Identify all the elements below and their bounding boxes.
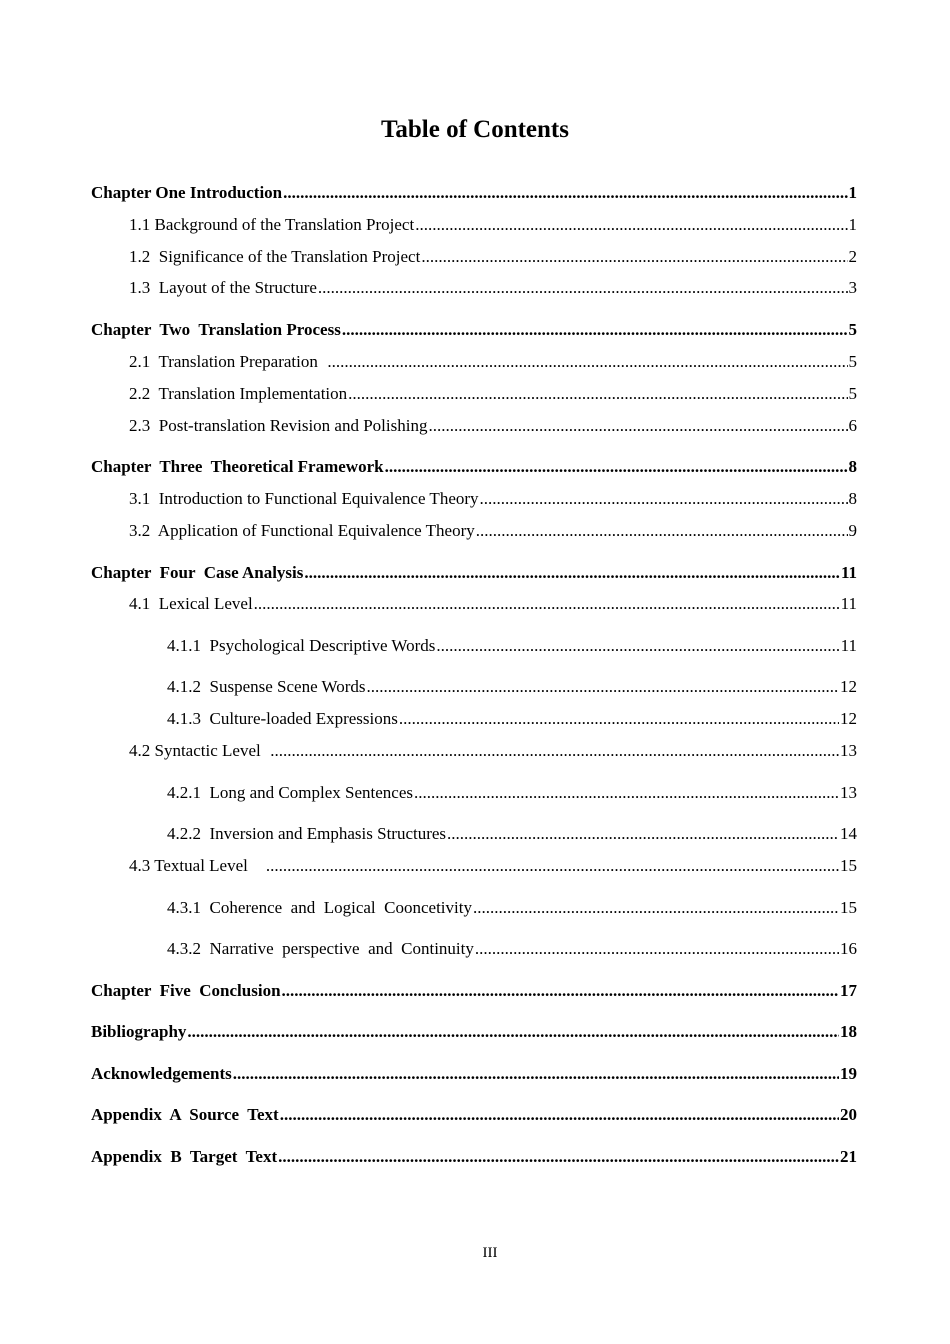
leader-dots: [278, 1146, 839, 1168]
toc-entry-4-1-1[interactable]: [167, 635, 857, 657]
leader-dots: [385, 456, 848, 478]
leader-dots: [270, 740, 839, 762]
toc-entry-4-2[interactable]: [129, 740, 857, 762]
toc-entry-page: 8: [848, 457, 857, 476]
toc-entry-label: Bibliography: [91, 1022, 187, 1041]
toc-entry-label: 4.3.1 Coherence and Logical Cooncetivity: [167, 898, 472, 917]
leader-dots: [475, 938, 839, 960]
toc-entry-page: 13: [840, 741, 857, 760]
toc-entry-acknowledgements[interactable]: [91, 1063, 857, 1085]
leader-dots: [327, 351, 847, 373]
toc-entry-label: 4.2.2 Inversion and Emphasis Structures: [167, 824, 447, 843]
toc-entry-page: 16: [840, 939, 857, 958]
toc-entry-appendix-b[interactable]: [91, 1146, 857, 1168]
toc-entry-page: 5: [848, 384, 857, 403]
toc-entry-page: 12: [840, 677, 857, 696]
toc-entry-4-3[interactable]: [129, 855, 857, 877]
toc-entry-page: 3: [848, 278, 857, 297]
page-number: III: [482, 1245, 498, 1261]
leader-dots: [282, 980, 839, 1002]
toc-entry-label: 4.2.1 Long and Complex Sentences: [167, 783, 413, 802]
toc-entry-page: 15: [840, 856, 857, 875]
toc-entry-label: Chapter One Introduction: [91, 183, 283, 202]
toc-entry-3-1[interactable]: [129, 488, 857, 510]
toc-entry-page: 18: [840, 1022, 857, 1041]
toc-entry-4-3-2[interactable]: [167, 938, 857, 960]
leader-dots: [254, 593, 840, 615]
leader-dots: [399, 708, 839, 730]
toc-entry-label: Appendix B Target Text: [91, 1147, 278, 1166]
toc-entry-page: 20: [840, 1105, 857, 1124]
toc-entry-chapter-five[interactable]: [91, 980, 857, 1002]
toc-entry-1-2[interactable]: [129, 246, 857, 268]
toc-entry-page: 1: [848, 183, 857, 202]
leader-dots: [187, 1021, 839, 1043]
toc-entry-appendix-a[interactable]: [91, 1104, 857, 1126]
leader-dots: [233, 1063, 839, 1085]
toc-entry-page: 1: [848, 215, 857, 234]
toc-entry-page: 2: [848, 247, 857, 266]
toc-entry-page: 5: [848, 320, 857, 339]
toc-entry-label: 3.1 Introduction to Functional Equivalence Theory: [129, 489, 479, 508]
leader-dots: [318, 277, 848, 299]
toc-entry-page: 9: [848, 521, 857, 540]
toc-entry-label: Chapter Five Conclusion: [91, 981, 281, 1000]
toc-entry-page: 8: [848, 489, 857, 508]
leader-dots: [266, 855, 839, 877]
toc-entry-4-1[interactable]: [129, 593, 857, 615]
leader-dots: [283, 182, 847, 204]
toc-entry-page: 12: [840, 709, 857, 728]
leader-dots: [280, 1104, 839, 1126]
leader-dots: [447, 823, 839, 845]
toc-entry-page: 11: [840, 563, 857, 582]
toc-entry-label: 3.2 Application of Functional Equivalence Theory: [129, 521, 475, 540]
toc-entry-label: 4.1.3 Culture-loaded Expressions: [167, 709, 398, 728]
toc-entry-label: Chapter Four Case Analysis: [91, 563, 304, 582]
toc-entry-label: 2.1 Translation Preparation: [129, 352, 327, 371]
toc-entry-page: 5: [848, 352, 857, 371]
leader-dots: [428, 415, 847, 437]
toc-entry-label: 1.3 Layout of the Structure: [129, 278, 317, 297]
toc-entry-label: Chapter Three Theoretical Framework: [91, 457, 384, 476]
toc-entry-4-2-2[interactable]: [167, 823, 857, 845]
toc-entry-label: 4.3 Textual Level: [129, 856, 265, 875]
leader-dots: [480, 488, 848, 510]
toc-entry-chapter-two[interactable]: [91, 319, 857, 341]
toc-entry-page: 14: [840, 824, 857, 843]
toc-entry-page: 17: [840, 981, 857, 1000]
toc-entry-label: 1.2 Significance of the Translation Project: [129, 247, 421, 266]
toc-entry-chapter-three[interactable]: [91, 456, 857, 478]
toc-entry-chapter-four[interactable]: [91, 562, 857, 584]
toc-entry-2-2[interactable]: [129, 383, 857, 405]
toc-entry-label: Chapter Two Translation Process: [91, 320, 341, 339]
leader-dots: [304, 562, 840, 584]
leader-dots: [421, 246, 847, 268]
leader-dots: [367, 676, 839, 698]
leader-dots: [473, 897, 839, 919]
toc-entry-label: 1.1 Background of the Translation Project: [129, 215, 415, 234]
leader-dots: [348, 383, 847, 405]
toc-entry-3-2[interactable]: [129, 520, 857, 542]
toc-entry-page: 6: [848, 416, 857, 435]
toc-entry-label: 4.2 Syntactic Level: [129, 741, 270, 760]
toc-entry-2-3[interactable]: [129, 415, 857, 437]
toc-entry-4-1-3[interactable]: [167, 708, 857, 730]
toc-title: Table of Contents: [381, 116, 569, 143]
toc-entry-label: 4.1 Lexical Level: [129, 594, 253, 613]
toc-entry-label: 2.3 Post-translation Revision and Polishing: [129, 416, 428, 435]
toc-entry-2-1[interactable]: [129, 351, 857, 373]
toc-entry-1-3[interactable]: [129, 277, 857, 299]
toc-entry-4-2-1[interactable]: [167, 782, 857, 804]
toc-entry-page: 15: [840, 898, 857, 917]
toc-entry-bibliography[interactable]: [91, 1021, 857, 1043]
toc-entry-label: 4.1.1 Psychological Descriptive Words: [167, 636, 436, 655]
leader-dots: [414, 782, 839, 804]
leader-dots: [415, 214, 847, 236]
toc-entry-page: 13: [840, 783, 857, 802]
toc-entry-1-1[interactable]: [129, 214, 857, 236]
toc-entry-page: 19: [840, 1064, 857, 1083]
toc-entry-chapter-one[interactable]: [91, 182, 857, 204]
toc-entry-4-3-1[interactable]: [167, 897, 857, 919]
toc-entry-page: 11: [840, 594, 857, 613]
leader-dots: [436, 635, 839, 657]
toc-entry-page: 11: [840, 636, 857, 655]
toc-entry-label: 4.1.2 Suspense Scene Words: [167, 677, 366, 696]
toc-entry-label: Acknowledgements: [91, 1064, 232, 1083]
toc-entry-label: 2.2 Translation Implementation: [129, 384, 348, 403]
leader-dots: [476, 520, 848, 542]
leader-dots: [342, 319, 848, 341]
toc-entry-page: 21: [840, 1147, 857, 1166]
toc-entry-label: Appendix A Source Text: [91, 1105, 279, 1124]
toc-entry-label: 4.3.2 Narrative perspective and Continuity: [167, 939, 474, 958]
toc-entry-4-1-2[interactable]: [167, 676, 857, 698]
